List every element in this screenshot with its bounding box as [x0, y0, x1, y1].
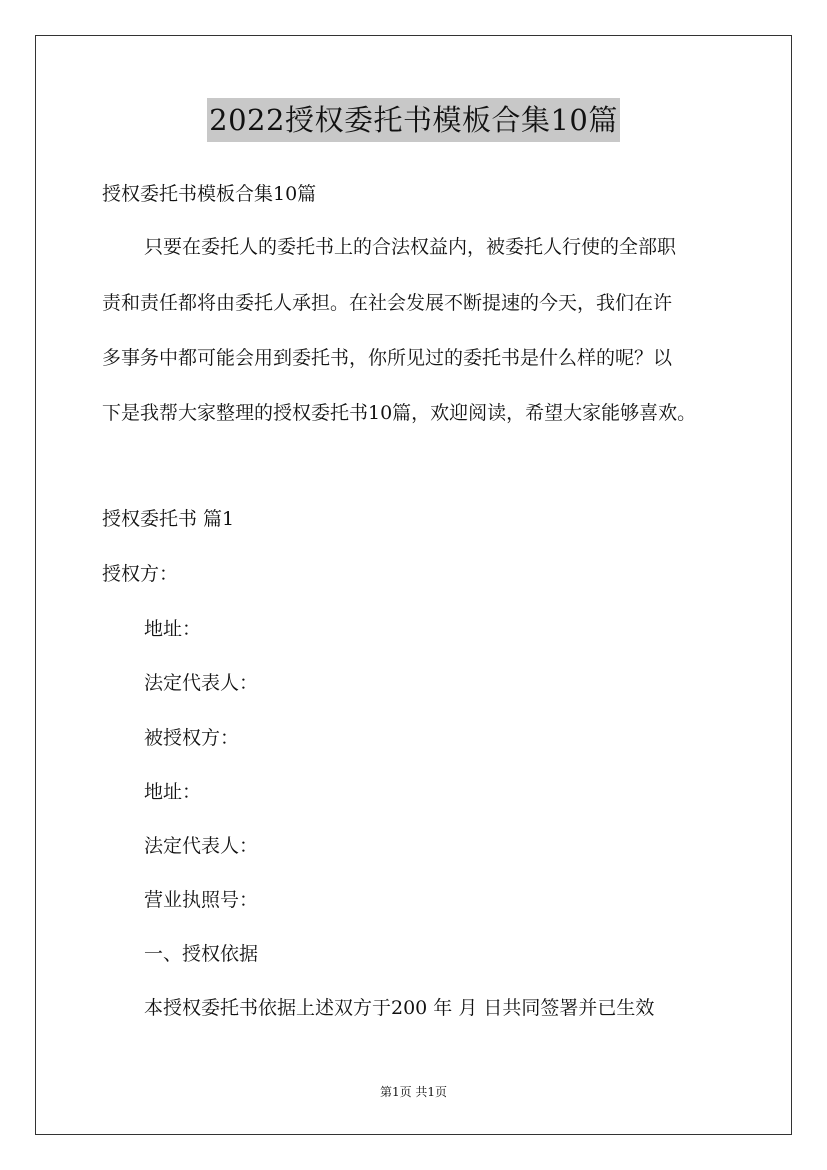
field-legal-rep-2: 法定代表人： — [144, 835, 259, 857]
section-heading: 授权委托书 篇1 — [102, 508, 235, 530]
page-footer: 第1页 共1页 — [379, 1085, 448, 1099]
field-legal-rep-1: 法定代表人： — [144, 672, 259, 694]
intro-line-1: 只要在委托人的委托书上的合法权益内，被委托人行使的全部职 — [144, 236, 677, 258]
grantor-label: 授权方： — [102, 563, 179, 585]
field-address-1: 地址： — [144, 618, 202, 640]
intro-line-4: 下是我帮大家整理的授权委托书10篇，欢迎阅读，希望大家能够喜欢。 — [102, 402, 697, 424]
intro-line-2: 责和责任都将由委托人承担。在社会发展不断提速的今天，我们在许 — [102, 292, 673, 314]
clause-heading-1: 一、授权依据 — [144, 943, 259, 965]
intro-line-3: 多事务中都可能会用到委托书，你所见过的委托书是什么样的呢？以 — [102, 347, 673, 369]
field-license-no: 营业执照号： — [144, 889, 259, 911]
field-address-2: 地址： — [144, 781, 202, 803]
document-title: 2022授权委托书模板合集10篇 — [207, 98, 620, 142]
document-subtitle: 授权委托书模板合集10篇 — [102, 183, 317, 205]
title-container — [0, 98, 827, 142]
clause-text-1: 本授权委托书依据上述双方于200 年 月 日共同签署并已生效 — [144, 997, 655, 1019]
field-grantee: 被授权方： — [144, 727, 240, 749]
